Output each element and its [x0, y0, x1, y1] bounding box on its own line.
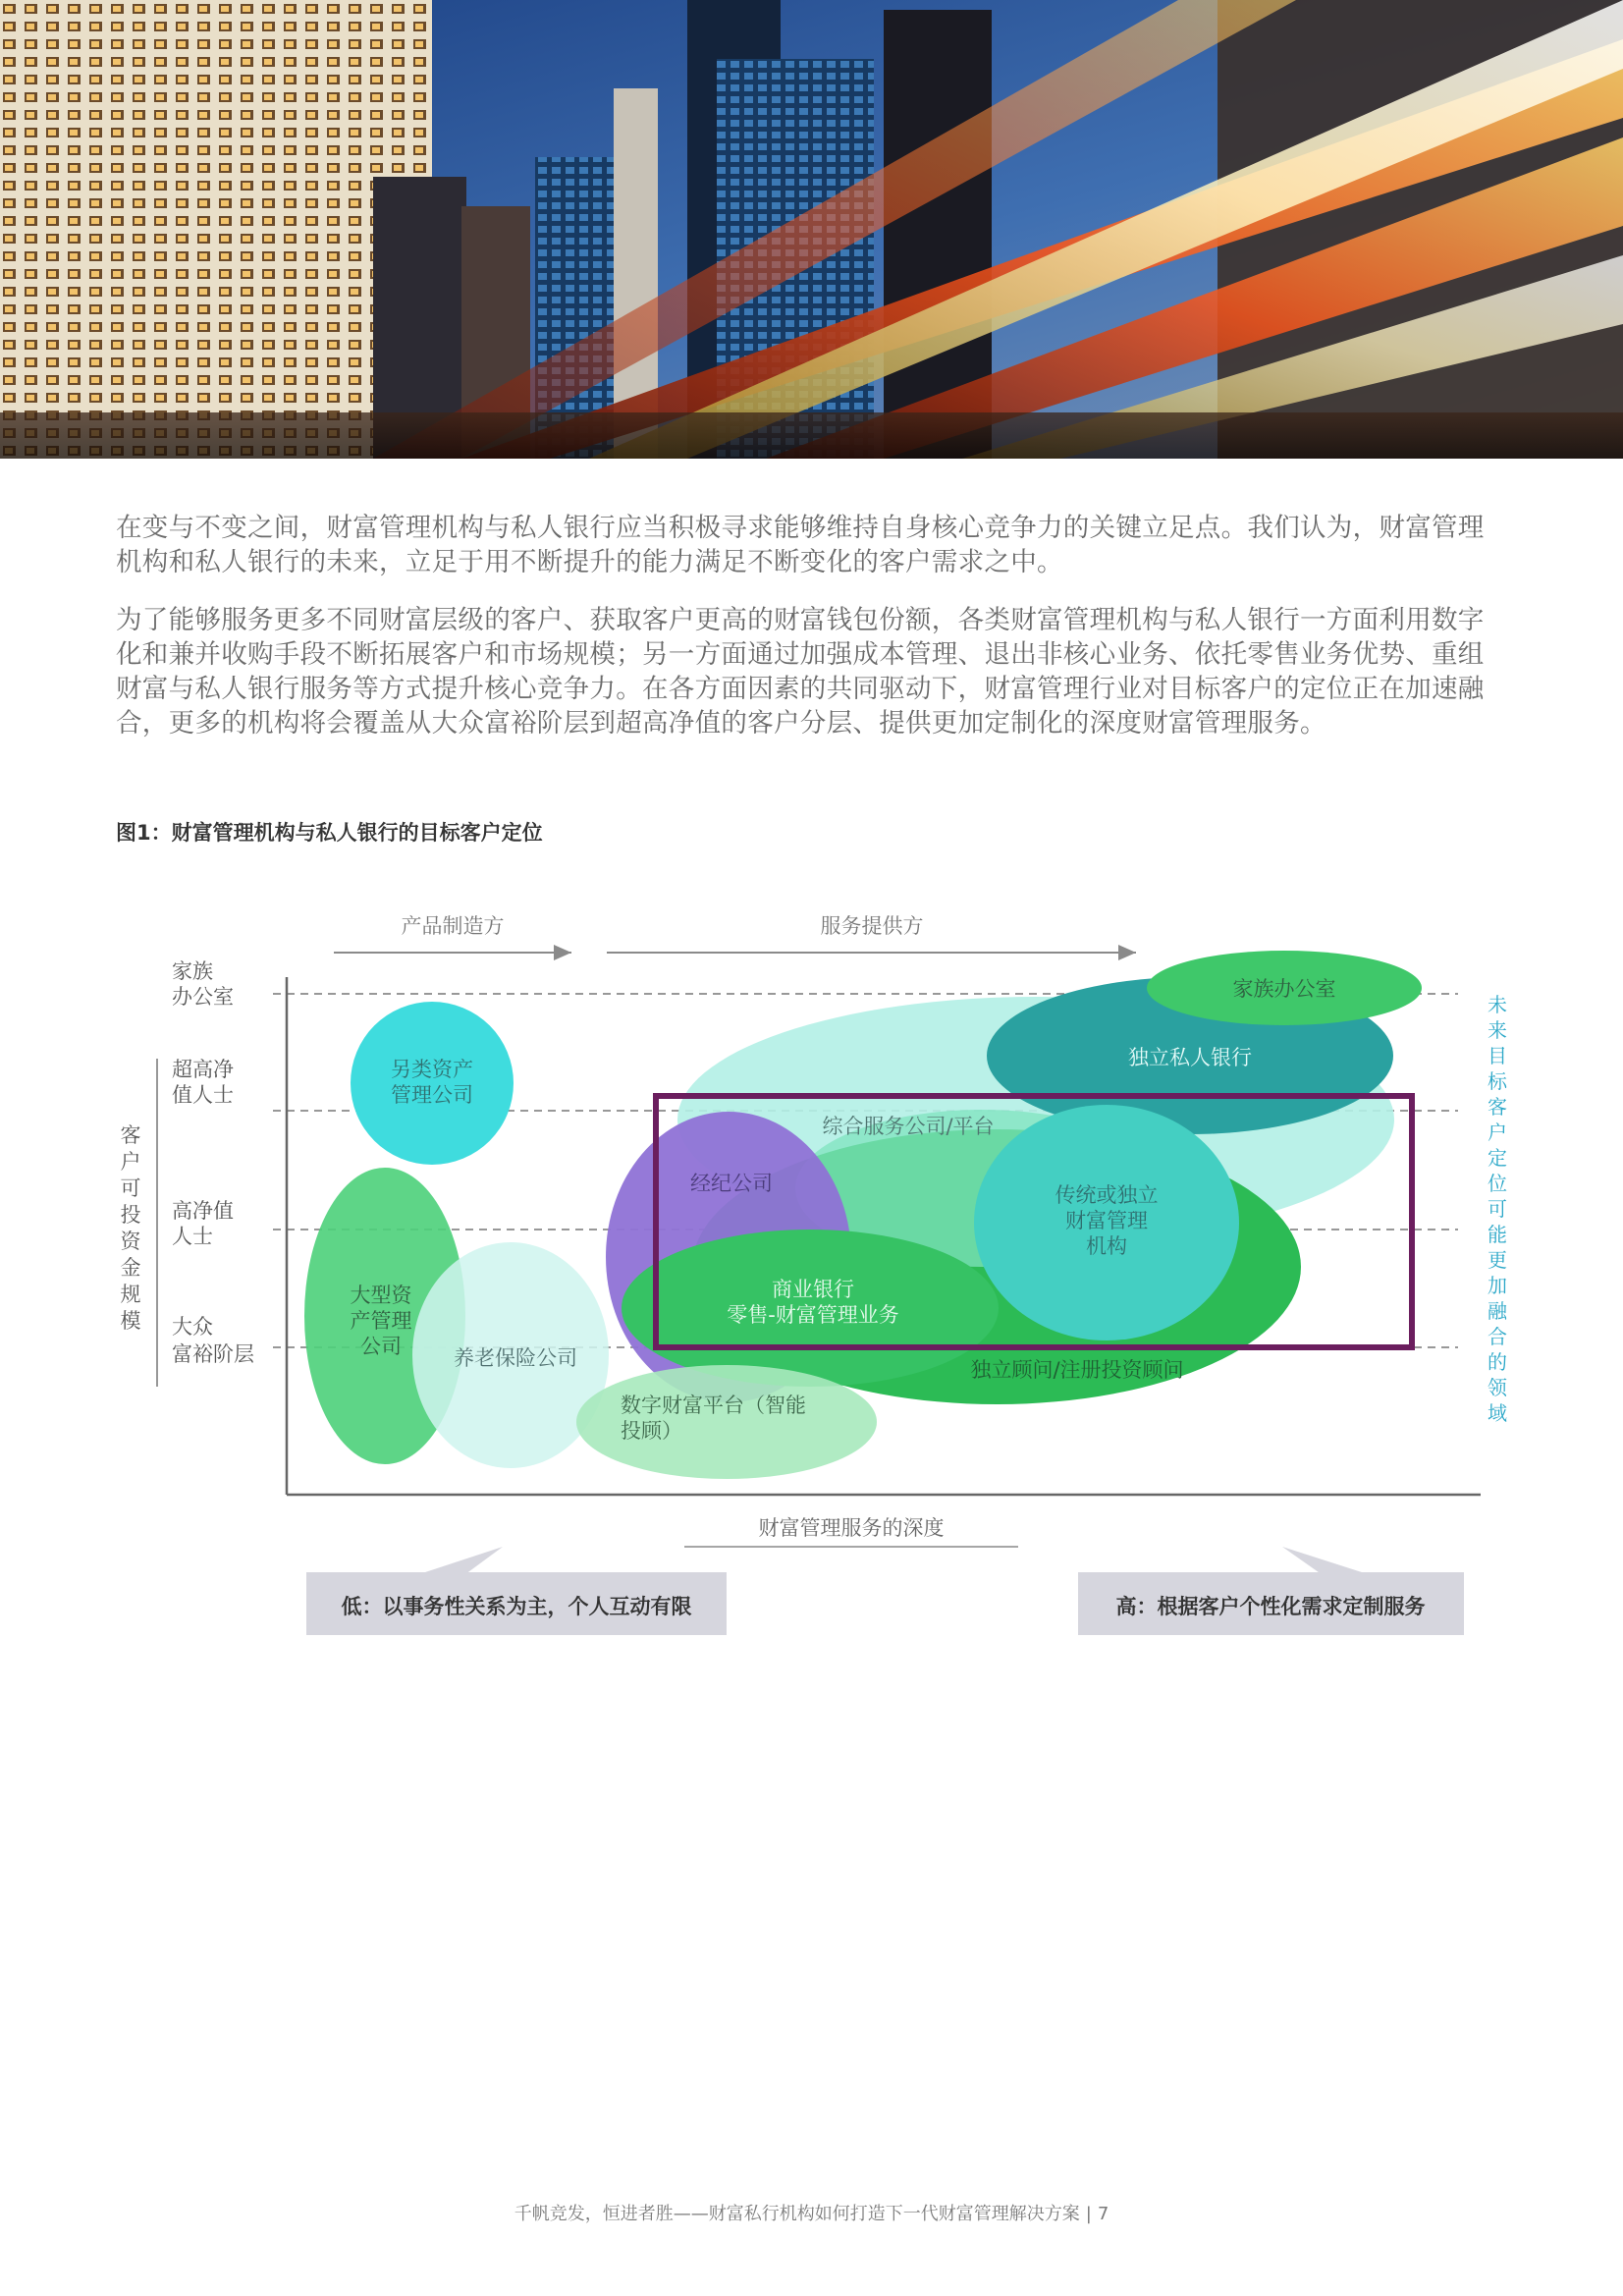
hero-city-image [0, 0, 1623, 459]
page-number: 7 [1097, 2204, 1109, 2224]
footer-title: 千帆竞发，恒进者胜——财富私行机构如何打造下一代财富管理解决方案 [514, 2204, 1080, 2224]
y-axis-title-char: 户 [120, 1150, 141, 1174]
tier-label-hnw-2: 人士 [172, 1225, 213, 1248]
future-area-label-char: 更 [1488, 1248, 1507, 1272]
future-area-label-char: 加 [1488, 1274, 1507, 1297]
future-area-label-char: 可 [1488, 1197, 1507, 1221]
product-maker-label: 产品制造方 [401, 914, 505, 938]
y-axis-title-char: 客 [120, 1123, 141, 1147]
alt-asset-label-2: 管理公司 [391, 1083, 473, 1107]
y-axis-title-char: 投 [120, 1203, 141, 1227]
footer-separator: | [1085, 2204, 1092, 2224]
large-am-label-1: 大型资 [350, 1284, 412, 1307]
tier-label-family-office-1: 家族 [172, 959, 213, 983]
future-area-label-char: 来 [1488, 1018, 1507, 1042]
x-axis-title: 财富管理服务的深度 [758, 1516, 945, 1540]
traditional-wm-label-1: 传统或独立 [1055, 1183, 1159, 1207]
alt-asset-label-1: 另类资产 [391, 1058, 473, 1081]
digital-platform-label-2: 投顾） [621, 1419, 682, 1443]
private-bank-label: 独立私人银行 [1128, 1046, 1252, 1069]
pension-label: 养老保险公司 [454, 1346, 577, 1370]
service-provider-label: 服务提供方 [820, 914, 924, 938]
tier-label-mass-affluent-2: 富裕阶层 [172, 1342, 254, 1366]
large-am-label-2: 产管理 [350, 1309, 412, 1333]
future-area-label-char: 位 [1488, 1172, 1507, 1195]
tier-label-uhnw-1: 超高净 [172, 1058, 234, 1081]
intro-paragraph-2: 为了能够服务更多不同财富层级的客户、获取客户更高的财富钱包份额，各类财富管理机构与私人银行一方面利用数字化和兼并收购手段不断拓展客户和市场规模；另一方面通过加强成本管理、退出非核心业务、依托零售业务优势、重组财富与私人银行服务等方式提升核心竞争力。在各方面因素的共同驱动下，财富管理行业对目标客户的定位正在加速融合，更多的机构将会覆盖从大众富裕阶层到超高净值的客户分层、提供更加定制化的深度财富管理服务。 [116, 605, 1485, 738]
broker-label: 经纪公司 [690, 1172, 773, 1195]
tier-label-uhnw-2: 值人士 [172, 1083, 234, 1107]
future-area-label-char: 标 [1488, 1069, 1507, 1093]
intro-paragraph-1: 在变与不变之间，财富管理机构与私人银行应当积极寻求能够维持自身核心竞争力的关键立足点。我们认为，财富管理机构和私人银行的未来，立足于用不断提升的能力满足不断变化的客户需求之中。 [116, 513, 1485, 577]
integrated-platform-label: 综合服务公司/平台 [822, 1115, 995, 1138]
future-area-label-char: 融 [1488, 1299, 1507, 1323]
y-axis-title-char: 可 [120, 1176, 141, 1200]
traditional-wm-label-2: 财富管理 [1065, 1209, 1148, 1232]
digital-platform-label-1: 数字财富平台（智能 [621, 1394, 806, 1417]
future-area-label-char: 目 [1488, 1044, 1507, 1067]
tier-label-family-office-2: 办公室 [172, 985, 234, 1009]
low-depth-label: 低：以事务性关系为主，个人互动有限 [341, 1595, 692, 1618]
future-area-label-char: 域 [1488, 1401, 1507, 1425]
y-axis-title-char: 规 [120, 1283, 141, 1306]
figure-caption: 图1：财富管理机构与私人银行的目标客户定位 [116, 821, 543, 845]
y-axis-title-char: 资 [120, 1230, 141, 1253]
future-area-label-char: 合 [1488, 1325, 1507, 1348]
tier-label-mass-affluent-1: 大众 [172, 1315, 213, 1339]
advisor-label: 独立顾问/注册投资顾问 [970, 1358, 1184, 1382]
future-area-label-char: 的 [1488, 1350, 1507, 1374]
family-office-label: 家族办公室 [1232, 977, 1336, 1001]
high-depth-label: 高：根据客户个性化需求定制服务 [1115, 1595, 1426, 1618]
commercial-bank-label-1: 商业银行 [772, 1278, 854, 1301]
future-area-label-char: 领 [1488, 1376, 1507, 1399]
y-axis-title-char: 模 [120, 1309, 141, 1333]
tier-label-hnw-1: 高净值 [172, 1199, 234, 1223]
commercial-bank-label-2: 零售-财富管理业务 [727, 1303, 899, 1327]
future-area-label-char: 定 [1488, 1146, 1507, 1170]
page-footer [0, 2200, 1623, 2225]
future-area-label-char: 客 [1488, 1095, 1507, 1119]
large-am-label-3: 公司 [360, 1335, 402, 1358]
future-area-label-char: 能 [1488, 1223, 1507, 1246]
client-positioning-diagram [0, 884, 1623, 1669]
high-depth-callout [1078, 1547, 1464, 1635]
low-depth-callout [306, 1547, 727, 1635]
y-axis-title-char: 金 [120, 1256, 141, 1280]
future-area-label-char: 户 [1488, 1121, 1507, 1144]
future-area-label-char: 未 [1488, 993, 1507, 1016]
traditional-wm-label-3: 机构 [1086, 1234, 1127, 1258]
